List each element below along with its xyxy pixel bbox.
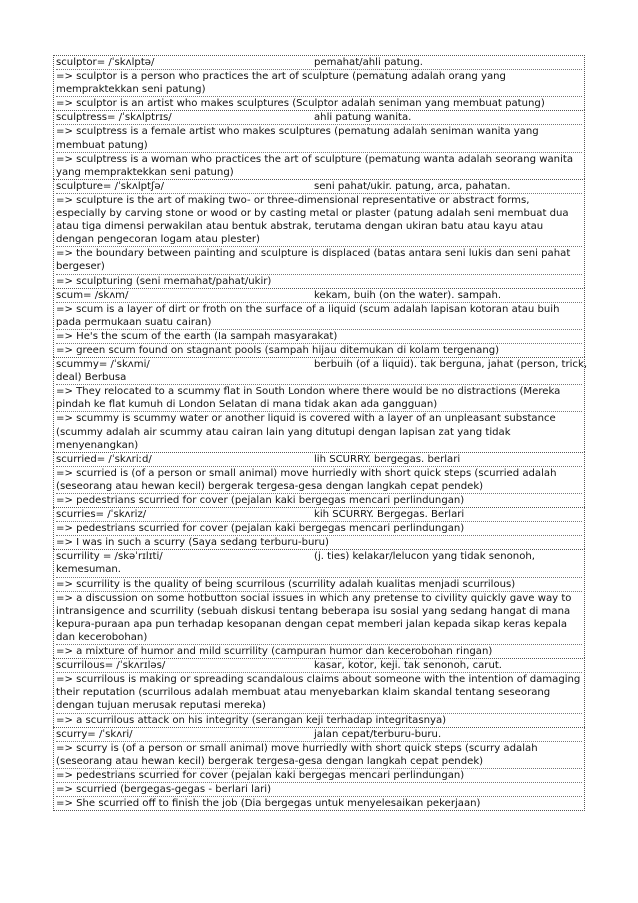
headword-pronunciation: sculptress= /ˈskʌlptrɪs/ bbox=[56, 112, 172, 124]
dictionary-entry bbox=[53, 727, 585, 812]
headword-meaning-continued: kemesuman. bbox=[56, 564, 122, 576]
entry-header bbox=[56, 728, 582, 741]
definition-line: => sculptress is a female artist who makes sculptures (pematung adalah seniman wanita yang membuat patung) bbox=[56, 124, 582, 151]
definition-line: => He's the scum of the earth (Ia sampah masyarakat) bbox=[56, 329, 582, 343]
headword-meaning: (j. ties) kelakar/lelucon yang tidak senonoh, bbox=[314, 551, 535, 563]
headword-meaning: jalan cepat/terburu-buru. bbox=[314, 728, 442, 740]
headword-pronunciation: scurrilous= /ˈskʌrɪləs/ bbox=[56, 660, 166, 672]
headword-meaning: kekam, buih (on the water). sampah. bbox=[314, 289, 502, 301]
definition-line: => sculpturing (seni memahat/pahat/ukir) bbox=[56, 274, 582, 288]
dictionary-entry bbox=[53, 179, 585, 288]
definition-line: => scurry is (of a person or small animal) move hurriedly with short quick steps (scurry adalah (seseorang atau hewan kecil) bergerak tergesa-gesa dengan langkah cepat pendek) bbox=[56, 741, 582, 768]
entry-header bbox=[56, 56, 582, 69]
entry-header bbox=[56, 180, 582, 193]
definition-line: => a discussion on some hotbutton social issues in which any pretense to civility quickly gave way to intransigence and scurrility (sebuah diskusi tentang beberapa isu sosial yang sedang hangat di mana kepura-puraan apa pun terhadap kesopanan dengan cepat memberi jalan kepada sikap keras kepala dan kecerobohan) bbox=[56, 591, 582, 644]
headword-pronunciation: scurried= /ˈskʌriːd/ bbox=[56, 453, 152, 465]
definition-line: => scum is a layer of dirt or froth on the surface of a liquid (scum adalah lapisan kotoran atau buih pada permukaan suatu cairan) bbox=[56, 302, 582, 329]
dictionary-entry bbox=[53, 452, 585, 507]
headword-meaning: kasar, kotor, keji. tak senonoh, carut. bbox=[314, 660, 503, 672]
definition-line: => scurrilous is making or spreading scandalous claims about someone with the intention of damaging their reputation (scurrilous adalah membuat atau menyebarkan klaim skandal tentang seseorang dengan tujuan merusak reputasi mereka) bbox=[56, 674, 581, 712]
entry-header bbox=[56, 453, 582, 466]
definition-line: => scummy is scummy water or another liquid is covered with a layer of an unpleasant substance (scummy adalah air scummy atau cairan lain yang ditutupi dengan lapisan zat yang tidak menyenangkan) bbox=[56, 411, 582, 451]
definition-line: => green scum found on stagnant pools (sampah hijau ditemukan di kolam tergenang) bbox=[56, 343, 582, 357]
dictionary-entry bbox=[53, 507, 585, 549]
definition-line: => sculptor is an artist who makes sculptures (Sculptor adalah seniman yang membuat patung) bbox=[56, 96, 582, 110]
headword-meaning: lih SCURRY. bergegas. berlari bbox=[314, 453, 461, 465]
headword-meaning-continued: deal) Berbusa bbox=[56, 372, 127, 384]
definition-line: => scurried is (of a person or small animal) move hurriedly with short quick steps (scurried adalah (seseorang atau hewan kecil) bergerak tergesa-gesa dengan langkah cepat pendek) bbox=[56, 466, 582, 493]
definition-line: => sculptress is a woman who practices the art of sculpture (pematung wanta adalah seorang wanita yang mempraktekkan seni patung) bbox=[56, 152, 582, 179]
dictionary-entry bbox=[53, 110, 585, 178]
definition-line: => pedestrians scurried for cover (pejalan kaki bergegas mencari perlindungan) bbox=[56, 521, 582, 535]
headword-pronunciation: sculpture= /ˈskʌlptʃə/ bbox=[56, 180, 165, 192]
headword-meaning: seni pahat/ukir. patung, arca, pahatan. bbox=[314, 180, 511, 192]
definition-line: => a mixture of humor and mild scurrility (campuran humor dan kecerobohan ringan) bbox=[56, 644, 582, 658]
definition-line: => They relocated to a scummy flat in South London where there would be no distractions (Mereka pindah ke flat kumuh di London Selatan di mana tidak akan ada gangguan) bbox=[56, 384, 582, 411]
headword-pronunciation: scurrility = /skəˈrɪlɪti/ bbox=[56, 551, 163, 563]
definition-line: => the boundary between painting and sculpture is displaced (batas antara seni lukis dan seni pahat bergeser) bbox=[56, 246, 582, 273]
entry-header bbox=[56, 289, 582, 302]
definition-line: => pedestrians scurried for cover (pejalan kaki bergegas mencari perlindungan) bbox=[56, 768, 582, 782]
entry-header bbox=[56, 508, 582, 521]
dictionary-entry bbox=[53, 55, 585, 110]
definition-line: => a scurrilous attack on his integrity (serangan keji terhadap integritasnya) bbox=[56, 713, 582, 727]
definition-line: => pedestrians scurried for cover (pejalan kaki bergegas mencari perlindungan) bbox=[56, 493, 582, 507]
headword-meaning: berbuih (of a liquid). tak berguna, jahat (person, trick, bbox=[314, 359, 588, 371]
headword-pronunciation: scum= /skʌm/ bbox=[56, 289, 129, 301]
dictionary-entry bbox=[53, 658, 585, 726]
headword-pronunciation: scummy= /ˈskʌmi/ bbox=[56, 359, 150, 371]
headword-meaning: ahli patung wanita. bbox=[314, 112, 412, 124]
dictionary-entry bbox=[53, 549, 585, 658]
headword-pronunciation: scurries= /ˈskʌriz/ bbox=[56, 509, 147, 521]
definition-line: => scurrility is the quality of being scurrilous (scurrility adalah kualitas menjadi scurrilous) bbox=[56, 577, 582, 591]
definition-line: => I was in such a scurry (Saya sedang terburu-buru) bbox=[56, 535, 582, 549]
entry-header bbox=[56, 358, 588, 371]
entry-header bbox=[56, 111, 582, 124]
headword-meaning: kih SCURRY. Bergegas. Berlari bbox=[314, 509, 465, 521]
dictionary-entry bbox=[53, 288, 585, 357]
definition-line: => scurried (bergegas-gegas - berlari lari) bbox=[56, 782, 582, 796]
dictionary-entry bbox=[53, 357, 588, 452]
headword-meaning: pemahat/ahli patung. bbox=[314, 57, 423, 68]
document-page bbox=[53, 55, 588, 811]
definition-line: => sculpture is the art of making two- or three-dimensional representative or abstract forms, especially by carving stone or wood or by casting metal or plaster (patung adalah seni membuat dua atau tiga dimensi perwakilan atau bentuk abstrak, terutama dengan ukiran batu atau kayu atau dengan pengecoran logam atau plester) bbox=[56, 193, 582, 246]
entry-header bbox=[56, 659, 582, 672]
entry-header bbox=[56, 550, 582, 563]
headword-pronunciation: scurry= /ˈskʌri/ bbox=[56, 728, 133, 740]
headword-pronunciation: sculptor= /ˈskʌlptə/ bbox=[56, 57, 155, 68]
definition-line: => She scurried off to finish the job (Dia bergegas untuk menyelesaikan pekerjaan) bbox=[56, 796, 582, 810]
definition-line: => sculptor is a person who practices the art of sculpture (pematung adalah orang yang mempraktekkan seni patung) bbox=[56, 69, 582, 96]
